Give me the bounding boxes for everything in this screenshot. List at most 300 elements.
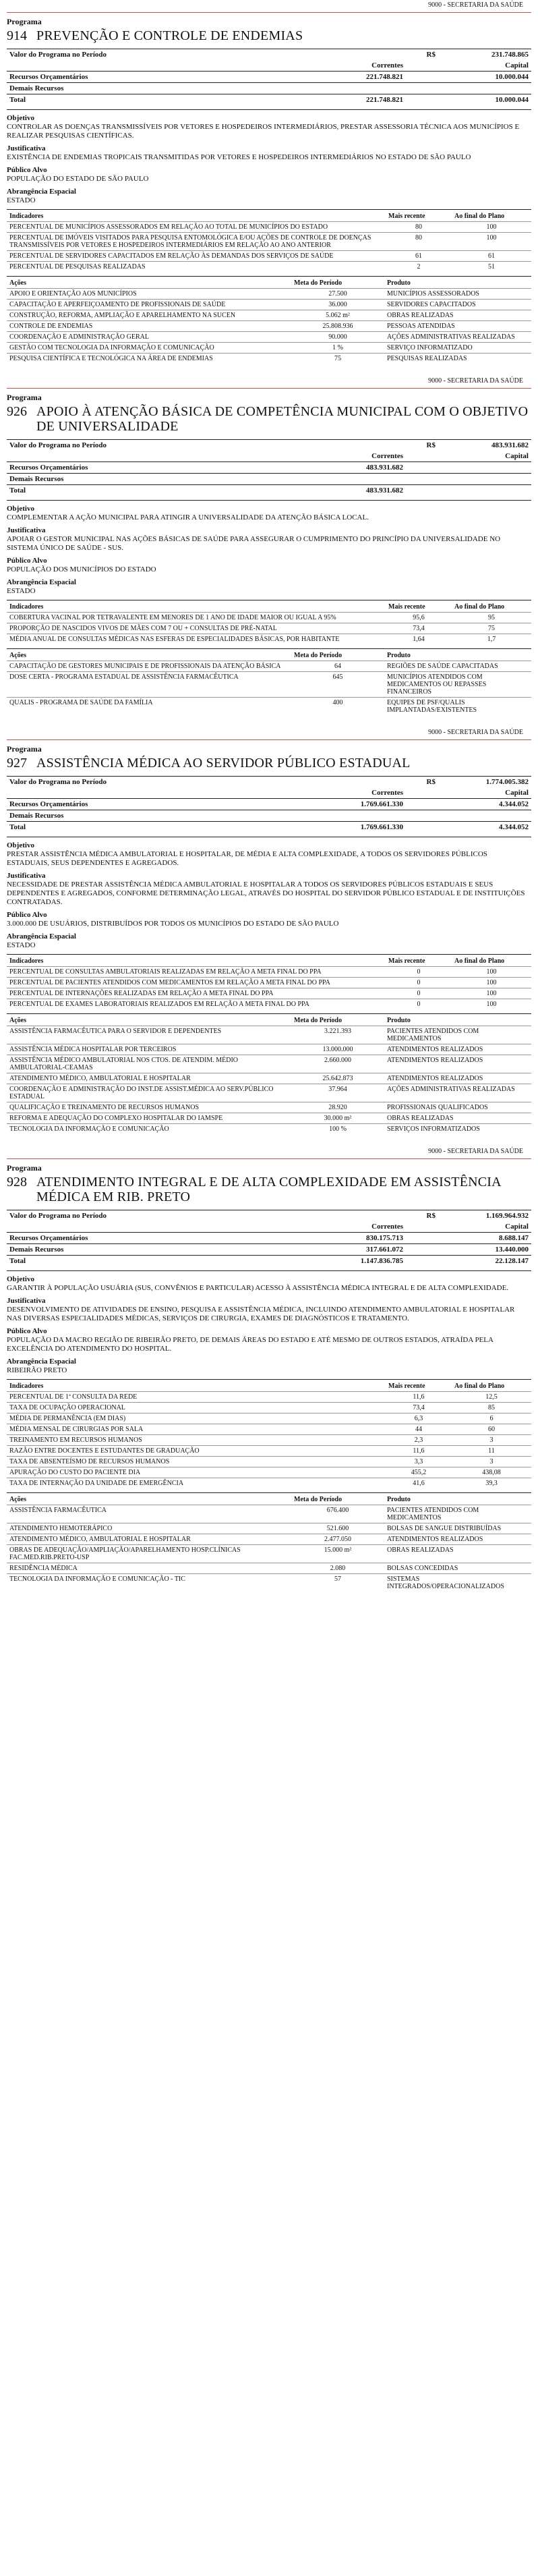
demais-label: Demais Recursos — [7, 810, 278, 822]
indicator-name: PERCENTUAL DE PACIENTES ATENDIDOS COM MEDICAMENTOS EM RELAÇÃO A META FINAL DO PPA — [7, 978, 386, 988]
recente-header: Mais recente — [388, 1382, 425, 1390]
correntes-header: Correntes — [371, 1223, 403, 1231]
indicators-table — [7, 956, 531, 1009]
action-name: ASSISTÊNCIA FARMACÊUTICA — [7, 1505, 291, 1523]
action-product: PESSOAS ATENDIDAS — [384, 321, 531, 332]
tot-capital — [438, 485, 531, 497]
indicator-final: 100 — [452, 967, 531, 978]
rec-correntes: 221.748.821 — [289, 72, 406, 83]
indicator-recent: 1,64 — [386, 634, 452, 645]
indicator-recent: 61 — [386, 251, 452, 262]
capital-header: Capital — [505, 1223, 529, 1231]
action-name: CONSTRUÇÃO, REFORMA, AMPLIAÇÃO E APARELHAMENTO NA SUCEN — [7, 310, 291, 321]
actions-table — [7, 278, 531, 364]
indicator-recent: 73,4 — [386, 1403, 452, 1413]
action-meta: 400 — [291, 698, 384, 716]
action-product: ATENDIMENTOS REALIZADOS — [384, 1073, 531, 1084]
recursos-label: Recursos Orçamentários — [7, 1233, 278, 1244]
program-title — [7, 28, 531, 43]
justificativa-heading: Justificativa — [7, 526, 46, 534]
header-text: 9000 - SECRETARIA DA SAÚDE — [428, 1, 523, 9]
dem-capital — [438, 474, 531, 485]
actions-table — [7, 1015, 531, 1134]
indicadores-header: Indicadores — [9, 1382, 44, 1390]
dem-capital — [438, 810, 531, 822]
indicator-name: PERCENTUAL DE PESQUISAS REALIZADAS — [7, 262, 386, 273]
action-row — [7, 1113, 531, 1124]
action-row — [7, 1505, 531, 1523]
program-title — [7, 756, 531, 771]
action-product: ATENDIMENTOS REALIZADOS — [384, 1044, 531, 1055]
acoes-header: Ações — [9, 1017, 26, 1024]
indicator-row — [7, 1424, 531, 1435]
justificativa-heading: Justificativa — [7, 144, 46, 152]
action-name: ASSISTÊNCIA MÉDICA HOSPITALAR POR TERCEIROS — [7, 1044, 291, 1055]
indicator-final: 100 — [452, 222, 531, 233]
produto-header: Produto — [387, 279, 411, 287]
recente-header: Mais recente — [388, 957, 425, 965]
correntes-header: Correntes — [371, 452, 403, 460]
action-meta: 5.062 m² — [291, 310, 384, 321]
action-meta: 521.600 — [291, 1523, 384, 1534]
action-name: DOSE CERTA - PROGRAMA ESTADUAL DE ASSISTÊNCIA FARMACÊUTICA — [7, 672, 291, 698]
rec-capital: 4.344.052 — [438, 799, 531, 810]
program-title — [7, 1175, 531, 1204]
action-row — [7, 310, 531, 321]
objetivo-text: GARANTIR À POPULAÇÃO USUÁRIA (SUS, CONVÊNIOS E PARTICULAR) ACESSO À ASSISTÊNCIA MÉDICA INTEGRAL E DE ALTA COMPLEXIDADE. — [7, 1284, 509, 1292]
publico-text: POPULAÇÃO DO ESTADO DE SÃO PAULO — [7, 175, 149, 183]
indicator-recent: 0 — [386, 967, 452, 978]
justificativa-text: APOIAR O GESTOR MUNICIPAL NAS AÇÕES BÁSICAS DE SAÚDE PARA ASSEGURAR O CUMPRIMENTO DO PRINCÍPIO DA UNIVERSALIDADE NO SISTEMA ÚNICO DE SAÚDE - SUS. — [7, 535, 501, 552]
action-row — [7, 1124, 531, 1135]
indicator-recent: 0 — [386, 988, 452, 999]
action-name: TECNOLOGIA DA INFORMAÇÃO E COMUNICAÇÃO - TIC — [7, 1574, 291, 1592]
indicator-row — [7, 233, 531, 251]
program-name: ASSISTÊNCIA MÉDICA AO SERVIDOR PÚBLICO ESTADUAL — [36, 756, 411, 771]
objetivo-text: COMPLEMENTAR A AÇÃO MUNICIPAL PARA ATINGIR A UNIVERSALIDADE DA ATENÇÃO BÁSICA LOCAL. — [7, 513, 369, 522]
indicator-recent: 0 — [386, 978, 452, 988]
action-product: AÇÕES ADMINISTRATIVAS REALIZADAS — [384, 332, 531, 343]
action-name: GESTÃO COM TECNOLOGIA DA INFORMAÇÃO E COMUNICAÇÃO — [7, 343, 291, 354]
indicator-final: 11 — [452, 1446, 531, 1457]
objetivo-text: PRESTAR ASSISTÊNCIA MÉDICA AMBULATORIAL E HOSPITALAR, DE MÉDIA E ALTA COMPLEXIDADE, A TODOS OS SERVIDORES PÚBLICOS ESTADUAIS, SEUS DEPENDENTES E AGREGADOS. — [7, 850, 487, 867]
dem-capital — [438, 83, 531, 94]
dem-correntes: 317.661.072 — [278, 1244, 406, 1256]
tot-correntes: 1.147.836.785 — [278, 1256, 406, 1267]
action-rows — [7, 1505, 531, 1592]
publico-text: POPULAÇÃO DOS MUNICÍPIOS DO ESTADO — [7, 565, 156, 573]
action-meta: 37.964 — [291, 1084, 384, 1102]
action-name: CONTROLE DE ENDEMIAS — [7, 321, 291, 332]
indicator-row — [7, 1403, 531, 1413]
header-text: 9000 - SECRETARIA DA SAÚDE — [428, 729, 523, 736]
final-header: Ao final do Plano — [454, 1382, 505, 1390]
action-row — [7, 1534, 531, 1545]
action-row — [7, 1523, 531, 1534]
produto-header: Produto — [387, 1496, 411, 1503]
action-row — [7, 332, 531, 343]
valor-label: Valor do Programa no Período — [7, 777, 278, 788]
rec-correntes: 483.931.682 — [289, 462, 406, 474]
indicator-final: 100 — [452, 978, 531, 988]
indicator-name: MÉDIA ANUAL DE CONSULTAS MÉDICAS NAS ESFERAS DE ESPECIALIDADES BÁSICAS, POR HABITANTE — [7, 634, 386, 645]
final-header: Ao final do Plano — [454, 213, 505, 220]
action-product: SERVIÇO INFORMATIZADO — [384, 343, 531, 354]
demais-label: Demais Recursos — [7, 1244, 278, 1256]
action-row — [7, 1102, 531, 1113]
justificativa-text: NECESSIDADE DE PRESTAR ASSISTÊNCIA MÉDICA AMBULATORIAL E HOSPITALAR A TODOS OS SERVIDORES PÚBLICOS ESTADUAIS E SEUS DEPENDENTES E AGREGADOS, CONFORME DETERMINAÇÃO LEGAL, ATRAVÉS DO HOSPITAL DO SERVIDOR PÚBLICO ESTADUAL E DE INSTITUIÇÕES CONTRATADAS. — [7, 880, 525, 906]
indicator-recent: 11,6 — [386, 1446, 452, 1457]
objective-section — [7, 505, 531, 596]
indicator-row — [7, 623, 531, 634]
recente-header: Mais recente — [388, 213, 425, 220]
action-name: ATENDIMENTO HEMOTERÁPICO — [7, 1523, 291, 1534]
indicator-recent: 11,6 — [386, 1392, 452, 1403]
indicator-row — [7, 988, 531, 999]
publico-heading: Público Alvo — [7, 1327, 47, 1335]
indicadores-header: Indicadores — [9, 603, 44, 611]
indicator-final: 85 — [452, 1403, 531, 1413]
capital-header: Capital — [505, 452, 529, 460]
program-928 — [0, 1146, 538, 1592]
action-product: REGIÕES DE SAÚDE CAPACITADAS — [384, 661, 531, 672]
header-bar — [7, 0, 531, 13]
indicator-rows — [7, 613, 531, 645]
indicator-recent: 44 — [386, 1424, 452, 1435]
indicator-row — [7, 1392, 531, 1403]
action-name: ASSISTÊNCIA FARMACÊUTICA PARA O SERVIDOR E DEPENDENTES — [7, 1026, 291, 1044]
indicadores-header: Indicadores — [9, 957, 44, 965]
indicator-name: APURAÇÃO DO CUSTO DO PACIENTE DIA — [7, 1467, 386, 1478]
justificativa-text: DESENVOLVIMENTO DE ATIVIDADES DE ENSINO, PESQUISA E ASSISTÊNCIA MÉDICA, INCLUINDO ATENDIMENTO AMBULATORIAL E HOSPITALAR NAS DIVERSAS ESPECIALIDADES MÉDICAS, SERVIÇOS DE CIRURGIA, EXAMES DE DIAGNÓSTICOS E TRATAMENTO. — [7, 1306, 515, 1322]
program-label: Programa — [7, 17, 42, 26]
abrangencia-text: RIBEIRÃO PRETO — [7, 1366, 67, 1374]
publico-text: 3.000.000 DE USUÁRIOS, DISTRIBUÍDOS POR TODOS OS MUNICÍPIOS DO ESTADO DE SÃO PAULO — [7, 920, 339, 928]
action-row — [7, 1563, 531, 1574]
objetivo-text: CONTROLAR AS DOENÇAS TRANSMISSÍVEIS POR VETORES E HOSPEDEIROS INTERMEDIÁRIOS, PRESTAR ASSESSORIA TÉCNICA AOS MUNICÍPIOS E REALIZAR PESQUISAS CIENTÍFICAS. — [7, 123, 520, 140]
publico-text: POPULAÇÃO DA MACRO REGIÃO DE RIBEIRÃO PRETO, DE DEMAIS ÁREAS DO ESTADO E ATÉ MESMO DE OUTROS ESTADOS, ATRAÍDA PELA EXCELÊNCIA DO ATENDIMENTO DO HOSPITAL. — [7, 1336, 494, 1353]
actions-table — [7, 650, 531, 715]
indicator-row — [7, 1413, 531, 1424]
indicator-name: PERCENTUAL DE MUNICÍPIOS ASSESSORADOS EM RELAÇÃO AO TOTAL DE MUNICÍPIOS DO ESTADO — [7, 222, 386, 233]
indicator-row — [7, 1457, 531, 1467]
action-name: APOIO E ORIENTAÇÃO AOS MUNICÍPIOS — [7, 289, 291, 300]
abrangencia-text: ESTADO — [7, 196, 36, 204]
valor-label: Valor do Programa no Período — [7, 49, 289, 61]
recente-header: Mais recente — [388, 603, 425, 611]
total-label: Total — [7, 822, 278, 833]
indicator-final: 60 — [452, 1424, 531, 1435]
final-header: Ao final do Plano — [454, 957, 505, 965]
action-product: PACIENTES ATENDIDOS COM MEDICAMENTOS — [384, 1505, 531, 1523]
produto-header: Produto — [387, 1017, 411, 1024]
justificativa-heading: Justificativa — [7, 1297, 46, 1305]
action-product: SERVIÇOS INFORMATIZADOS — [384, 1124, 531, 1135]
header-text: 9000 - SECRETARIA DA SAÚDE — [428, 377, 523, 385]
action-product: MUNICÍPIOS ASSESSORADOS — [384, 289, 531, 300]
tot-capital: 10.000.044 — [438, 94, 531, 106]
publico-heading: Público Alvo — [7, 911, 47, 919]
action-meta: 2.660.000 — [291, 1055, 384, 1073]
valor-total: 1.169.964.932 — [438, 1210, 531, 1222]
indicator-row — [7, 262, 531, 273]
action-name: RESIDÊNCIA MÉDICA — [7, 1563, 291, 1574]
action-meta: 645 — [291, 672, 384, 698]
indicator-recent: 3,3 — [386, 1457, 452, 1467]
action-name: TECNOLOGIA DA INFORMAÇÃO E COMUNICAÇÃO — [7, 1124, 291, 1135]
action-name: QUALIFICAÇÃO E TREINAMENTO DE RECURSOS HUMANOS — [7, 1102, 291, 1113]
justificativa-heading: Justificativa — [7, 872, 46, 880]
capital-header: Capital — [505, 789, 529, 797]
program-927 — [0, 727, 538, 1146]
action-product: OBRAS REALIZADAS — [384, 1545, 531, 1563]
demais-label: Demais Recursos — [7, 83, 289, 94]
indicator-name: COBERTURA VACINAL POR TETRAVALENTE EM MENORES DE 1 ANO DE IDADE MAIOR OU IGUAL A 95% — [7, 613, 386, 623]
program-number: 928 — [7, 1175, 27, 1189]
action-meta: 3.221.393 — [291, 1026, 384, 1044]
action-product: PESQUISAS REALIZADAS — [384, 354, 531, 364]
action-meta: 25.808.936 — [291, 321, 384, 332]
objective-section — [7, 114, 531, 205]
objetivo-heading: Objetivo — [7, 505, 34, 513]
meta-header: Meta do Período — [294, 1017, 342, 1024]
acoes-header: Ações — [9, 1496, 26, 1503]
indicator-rows — [7, 1392, 531, 1489]
indicator-row — [7, 251, 531, 262]
justificativa-text: EXISTÊNCIA DE ENDEMIAS TROPICAIS TRANSMITIDAS POR VETORES E HOSPEDEIROS INTERMEDIÁRIOS NO ESTADO DE SÃO PAULO — [7, 153, 471, 161]
tot-capital: 4.344.052 — [438, 822, 531, 833]
program-title — [7, 404, 531, 434]
recursos-label: Recursos Orçamentários — [7, 462, 289, 474]
action-name: COORDENAÇÃO E ADMINISTRAÇÃO GERAL — [7, 332, 291, 343]
recursos-label: Recursos Orçamentários — [7, 799, 278, 810]
valor-total: 483.931.682 — [438, 440, 531, 451]
indicator-name: PERCENTUAL DE INTERNAÇÕES REALIZADAS EM RELAÇÃO A META FINAL DO PPA — [7, 988, 386, 999]
header-bar — [7, 376, 531, 389]
dem-correntes — [289, 83, 406, 94]
indicator-row — [7, 1478, 531, 1489]
capital-header: Capital — [505, 61, 529, 69]
abrangencia-heading: Abrangência Espacial — [7, 578, 76, 586]
correntes-header: Correntes — [371, 61, 403, 69]
indicator-name: RAZÃO ENTRE DOCENTES E ESTUDANTES DE GRADUAÇÃO — [7, 1446, 386, 1457]
rs-label: R$ — [406, 1210, 438, 1222]
valor-total: 1.774.005.382 — [438, 777, 531, 788]
indicator-name: TAXA DE INTERNAÇÃO DA UNIDADE DE EMERGÊNCIA — [7, 1478, 386, 1489]
objective-section — [7, 1275, 531, 1375]
action-row — [7, 1073, 531, 1084]
action-product: SERVIDORES CAPACITADOS — [384, 300, 531, 310]
rs-label: R$ — [406, 440, 438, 451]
action-row — [7, 300, 531, 310]
tot-correntes: 483.931.682 — [289, 485, 406, 497]
final-header: Ao final do Plano — [454, 603, 505, 611]
action-meta: 57 — [291, 1574, 384, 1592]
indicator-final: 1,7 — [452, 634, 531, 645]
action-row — [7, 698, 531, 716]
rec-capital: 8.688.147 — [438, 1233, 531, 1244]
action-row — [7, 354, 531, 364]
meta-header: Meta do Período — [294, 1496, 342, 1503]
indicator-recent: 2 — [386, 262, 452, 273]
indicator-final: 100 — [452, 988, 531, 999]
action-meta: 100 % — [291, 1124, 384, 1135]
values-table — [7, 439, 531, 496]
program-label: Programa — [7, 393, 42, 402]
action-name: ASSISTÊNCIA MÉDICO AMBULATORIAL NOS CTOS. DE ATENDIM. MÉDIO AMBULATORIAL-CEAMAS — [7, 1055, 291, 1073]
publico-heading: Público Alvo — [7, 557, 47, 565]
program-926 — [0, 376, 538, 727]
action-row — [7, 1545, 531, 1563]
indicator-name: MÉDIA MENSAL DE CIRURGIAS POR SALA — [7, 1424, 386, 1435]
indicator-final: 3 — [452, 1457, 531, 1467]
rec-correntes: 1.769.661.330 — [278, 799, 406, 810]
action-name: CAPACITAÇÃO DE GESTORES MUNICIPAIS E DE PROFISSIONAIS DA ATENÇÃO BÁSICA — [7, 661, 291, 672]
action-meta: 676.400 — [291, 1505, 384, 1523]
indicator-name: TREINAMENTO EM RECURSOS HUMANOS — [7, 1435, 386, 1446]
action-product: ATENDIMENTOS REALIZADOS — [384, 1534, 531, 1545]
produto-header: Produto — [387, 652, 411, 659]
action-product: PACIENTES ATENDIDOS COM MEDICAMENTOS — [384, 1026, 531, 1044]
recursos-label: Recursos Orçamentários — [7, 72, 289, 83]
indicator-row — [7, 1467, 531, 1478]
action-meta: 90.000 — [291, 332, 384, 343]
indicator-rows — [7, 967, 531, 1010]
indicator-recent: 80 — [386, 233, 452, 251]
action-meta: 25.642.873 — [291, 1073, 384, 1084]
action-name: ATENDIMENTO MÉDICO, AMBULATORIAL E HOSPITALAR — [7, 1073, 291, 1084]
indicator-name: TAXA DE OCUPAÇÃO OPERACIONAL — [7, 1403, 386, 1413]
indicator-name: TAXA DE ABSENTEÍSMO DE RECURSOS HUMANOS — [7, 1457, 386, 1467]
indicator-row — [7, 222, 531, 233]
indicator-row — [7, 613, 531, 623]
header-bar — [7, 1146, 531, 1159]
action-row — [7, 1044, 531, 1055]
indicator-recent: 6,3 — [386, 1413, 452, 1424]
action-product: BOLSAS CONCEDIDAS — [384, 1563, 531, 1574]
indicators-table — [7, 602, 531, 644]
action-product: OBRAS REALIZADAS — [384, 310, 531, 321]
indicator-recent: 2,3 — [386, 1435, 452, 1446]
indicator-name: PERCENTUAL DE 1ª CONSULTA DA REDE — [7, 1392, 386, 1403]
indicator-final: 39,3 — [452, 1478, 531, 1489]
indicator-recent: 80 — [386, 222, 452, 233]
valor-total: 231.748.865 — [438, 49, 531, 61]
meta-header: Meta do Período — [294, 279, 342, 287]
dem-correntes — [278, 810, 406, 822]
action-meta: 64 — [291, 661, 384, 672]
acoes-header: Ações — [9, 652, 26, 659]
program-label: Programa — [7, 1163, 42, 1173]
action-meta: 2.080 — [291, 1563, 384, 1574]
indicator-name: PERCENTUAL DE EXAMES LABORATORIAIS REALIZADOS EM RELAÇÃO A META FINAL DO PPA — [7, 999, 386, 1010]
program-number: 914 — [7, 28, 27, 43]
header-bar — [7, 727, 531, 740]
values-table — [7, 49, 531, 105]
indicator-recent: 0 — [386, 999, 452, 1010]
indicator-recent: 41,6 — [386, 1478, 452, 1489]
rs-label: R$ — [406, 777, 438, 788]
indicator-final: 12,5 — [452, 1392, 531, 1403]
indicator-final: 75 — [452, 623, 531, 634]
program-914 — [0, 0, 538, 376]
indicator-row — [7, 967, 531, 978]
indicator-name: PERCENTUAL DE SERVIDORES CAPACITADOS EM RELAÇÃO ÀS DEMANDAS DOS SERVIÇOS DE SAÚDE — [7, 251, 386, 262]
objective-section — [7, 841, 531, 950]
total-label: Total — [7, 1256, 278, 1267]
indicator-row — [7, 634, 531, 645]
indicators-table — [7, 211, 531, 272]
indicator-recent: 95,6 — [386, 613, 452, 623]
action-row — [7, 1574, 531, 1592]
demais-label: Demais Recursos — [7, 474, 289, 485]
action-meta: 28.920 — [291, 1102, 384, 1113]
action-name: REFORMA E ADEQUAÇÃO DO COMPLEXO HOSPITALAR DO IAMSPE — [7, 1113, 291, 1124]
rec-correntes: 830.175.713 — [278, 1233, 406, 1244]
action-name: QUALIS - PROGRAMA DE SAÚDE DA FAMÍLIA — [7, 698, 291, 716]
indicator-name: PERCENTUAL DE CONSULTAS AMBULATORIAIS REALIZADAS EM RELAÇÃO A META FINAL DO PPA — [7, 967, 386, 978]
action-meta: 30.000 m² — [291, 1113, 384, 1124]
action-row — [7, 1084, 531, 1102]
indicator-name: PROPORÇÃO DE NASCIDOS VIVOS DE MÃES COM 7 OU + CONSULTAS DE PRÉ-NATAL — [7, 623, 386, 634]
total-label: Total — [7, 94, 289, 106]
action-rows — [7, 661, 531, 716]
abrangencia-heading: Abrangência Espacial — [7, 188, 76, 196]
rec-capital — [438, 462, 531, 474]
correntes-header: Correntes — [371, 789, 403, 797]
action-product: BOLSAS DE SANGUE DISTRIBUÍDAS — [384, 1523, 531, 1534]
action-meta: 1 % — [291, 343, 384, 354]
actions-table — [7, 1494, 531, 1592]
action-product: MUNICÍPIOS ATENDIDOS COM MEDICAMENTOS OU REPASSES FINANCEIROS — [384, 672, 531, 698]
action-product: EQUIPES DE PSF/QUALIS IMPLANTADAS/EXISTENTES — [384, 698, 531, 716]
action-name: CAPACITAÇÃO E APERFEIÇOAMENTO DE PROFISSIONAIS DE SAÚDE — [7, 300, 291, 310]
action-meta: 2.477.050 — [291, 1534, 384, 1545]
objetivo-heading: Objetivo — [7, 114, 34, 122]
action-name: PESQUISA CIENTÍFICA E TECNOLÓGICA NA ÁREA DE ENDEMIAS — [7, 354, 291, 364]
program-number: 926 — [7, 404, 27, 419]
indicator-row — [7, 1446, 531, 1457]
abrangencia-text: ESTADO — [7, 941, 36, 949]
action-product: PROFISSIONAIS QUALIFICADOS — [384, 1102, 531, 1113]
rs-label: R$ — [406, 49, 438, 61]
action-product: OBRAS REALIZADAS — [384, 1113, 531, 1124]
tot-capital: 22.128.147 — [438, 1256, 531, 1267]
action-row — [7, 1026, 531, 1044]
action-meta: 75 — [291, 354, 384, 364]
indicator-rows — [7, 222, 531, 273]
dem-correntes — [289, 474, 406, 485]
action-rows — [7, 289, 531, 364]
indicator-name: MÉDIA DE PERMANÊNCIA (EM DIAS) — [7, 1413, 386, 1424]
action-row — [7, 1055, 531, 1073]
valor-label: Valor do Programa no Período — [7, 1210, 278, 1222]
indicator-row — [7, 978, 531, 988]
indicator-row — [7, 1435, 531, 1446]
action-rows — [7, 1026, 531, 1135]
indicator-final: 95 — [452, 613, 531, 623]
program-name: APOIO À ATENÇÃO BÁSICA DE COMPETÊNCIA MUNICIPAL COM O OBJETIVO DE UNIVERSALIDADE — [36, 404, 529, 434]
action-row — [7, 343, 531, 354]
total-label: Total — [7, 485, 289, 497]
rec-capital: 10.000.044 — [438, 72, 531, 83]
action-meta: 13.000.000 — [291, 1044, 384, 1055]
abrangencia-heading: Abrangência Espacial — [7, 932, 76, 941]
dem-capital: 13.440.000 — [438, 1244, 531, 1256]
objetivo-heading: Objetivo — [7, 841, 34, 849]
indicator-final: 51 — [452, 262, 531, 273]
action-name: COORDENAÇÃO E ADMINISTRAÇÃO DO INST.DE ASSIST.MÉDICA AO SERV.PÚBLICO ESTADUAL — [7, 1084, 291, 1102]
